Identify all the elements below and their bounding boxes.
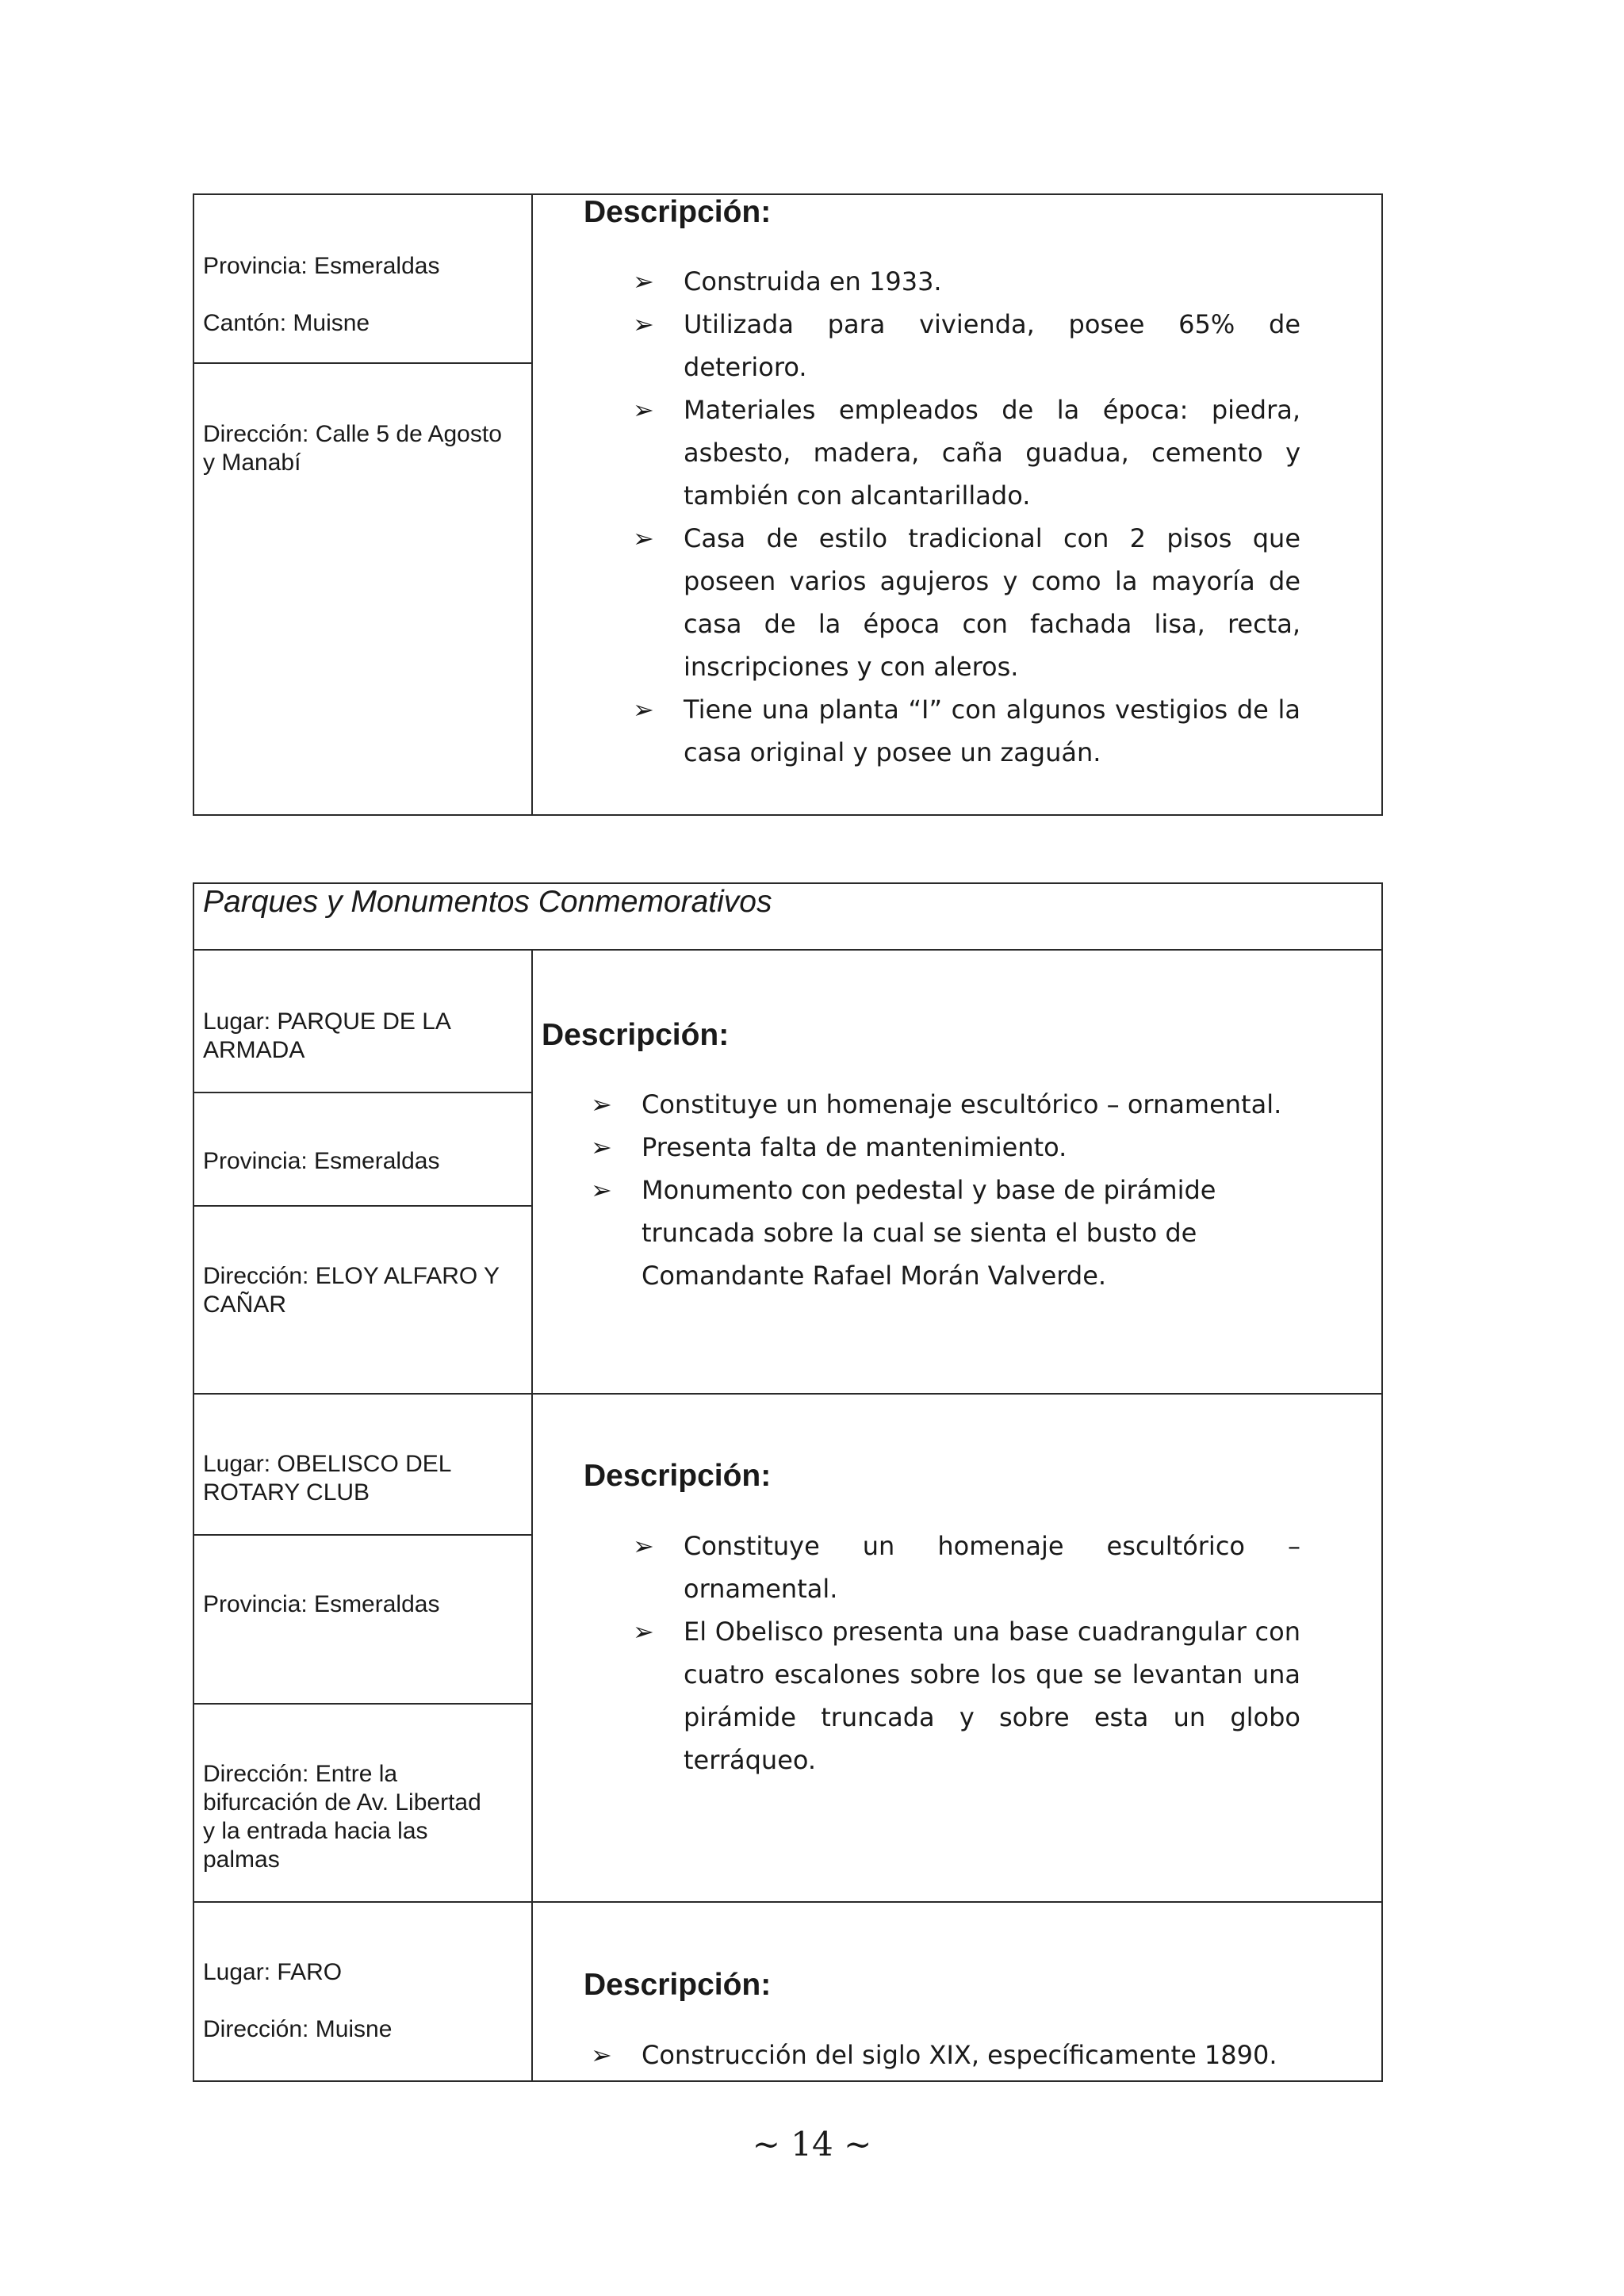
arrow-bullet-icon: ➢ <box>633 395 654 425</box>
list-item: ➢ Casa de estilo tradicional con 2 pisos que poseen varios agujeros y como la mayoría de casa de la época con fachada lisa, recta, inscripciones y con aleros. <box>633 517 1300 688</box>
list-item: ➢ Construida en 1933. <box>633 260 1300 303</box>
row-divider <box>193 1901 1383 1903</box>
list-item: ➢ El Obelisco presenta una base cuadrangular con cuatro escalones sobre los que se levantan una pirámide truncada y sobre esta un globo terráqueo. <box>633 1610 1300 1781</box>
list-item: ➢ Tiene una planta “I” con algunos vestigios de la casa original y posee un zaguán. <box>633 688 1300 774</box>
table-caption: Parques y Monumentos Conmemorativos <box>203 885 772 919</box>
description-list <box>633 1525 1300 1781</box>
row-divider <box>193 1534 531 1536</box>
place-cell: Lugar: OBELISCO DEL ROTARY CLUB <box>203 1451 452 1506</box>
address-cell: Dirección: ELOY ALFARO Y CAÑAR <box>203 1263 500 1318</box>
arrow-bullet-icon: ➢ <box>633 1531 654 1561</box>
list-item: ➢ Utilizada para vivienda, posee 65% de deterioro. <box>633 303 1300 388</box>
page-number: ~ 14 ~ <box>752 2125 872 2164</box>
list-item: ➢ Presenta falta de mantenimiento. <box>591 1126 1328 1169</box>
list-item: ➢ Constituye un homenaje escultórico – ornamental. <box>591 1083 1328 1126</box>
caption-divider <box>193 949 1383 951</box>
arrow-bullet-icon: ➢ <box>591 1132 612 1162</box>
arrow-bullet-icon: ➢ <box>591 1175 612 1205</box>
list-item: ➢ Constituye un homenaje escultórico – ornamental. <box>633 1525 1300 1610</box>
address-cell: Dirección: Calle 5 de Agosto y Manabí <box>203 421 502 476</box>
description-heading: Descripción: <box>542 1018 730 1052</box>
description-list <box>591 2034 1328 2076</box>
province-cell: Provincia: Esmeraldas <box>203 1148 440 1174</box>
arrow-bullet-icon: ➢ <box>633 266 654 297</box>
list-item: ➢ Materiales empleados de la época: piedra, asbesto, madera, caña guadua, cemento y también con alcantarillado. <box>633 388 1300 517</box>
arrow-bullet-icon: ➢ <box>633 1617 654 1647</box>
description-list <box>591 1083 1328 1297</box>
column-divider <box>531 949 533 2082</box>
place-address-cell: Lugar: FARO Dirección: Muisne <box>203 1959 393 2042</box>
province-canton-cell: Provincia: Esmeraldas Cantón: Muisne <box>203 253 440 336</box>
description-heading: Descripción: <box>584 195 772 229</box>
address-cell: Dirección: Entre la bifurcación de Av. Libertad y la entrada hacia las palmas <box>203 1761 481 1873</box>
list-item: ➢ Construcción del siglo XIX, específicamente 1890. <box>591 2034 1328 2076</box>
arrow-bullet-icon: ➢ <box>591 2040 612 2070</box>
arrow-bullet-icon: ➢ <box>633 309 654 339</box>
description-heading: Descripción: <box>584 1459 772 1493</box>
arrow-bullet-icon: ➢ <box>591 1089 612 1119</box>
row-divider <box>193 1703 531 1705</box>
row-divider <box>193 362 531 364</box>
row-divider <box>193 1092 531 1093</box>
province-cell: Provincia: Esmeraldas <box>203 1591 440 1617</box>
description-heading: Descripción: <box>584 1968 772 2002</box>
column-divider <box>531 193 533 816</box>
place-cell: Lugar: PARQUE DE LA ARMADA <box>203 1008 451 1063</box>
description-list <box>633 260 1300 774</box>
row-divider <box>193 1393 1383 1395</box>
list-item: ➢ Monumento con pedestal y base de pirámide truncada sobre la cual se sienta el busto de Comandante Rafael Morán Valverde. <box>591 1169 1328 1297</box>
row-divider <box>193 1205 531 1207</box>
arrow-bullet-icon: ➢ <box>633 695 654 725</box>
arrow-bullet-icon: ➢ <box>633 523 654 553</box>
